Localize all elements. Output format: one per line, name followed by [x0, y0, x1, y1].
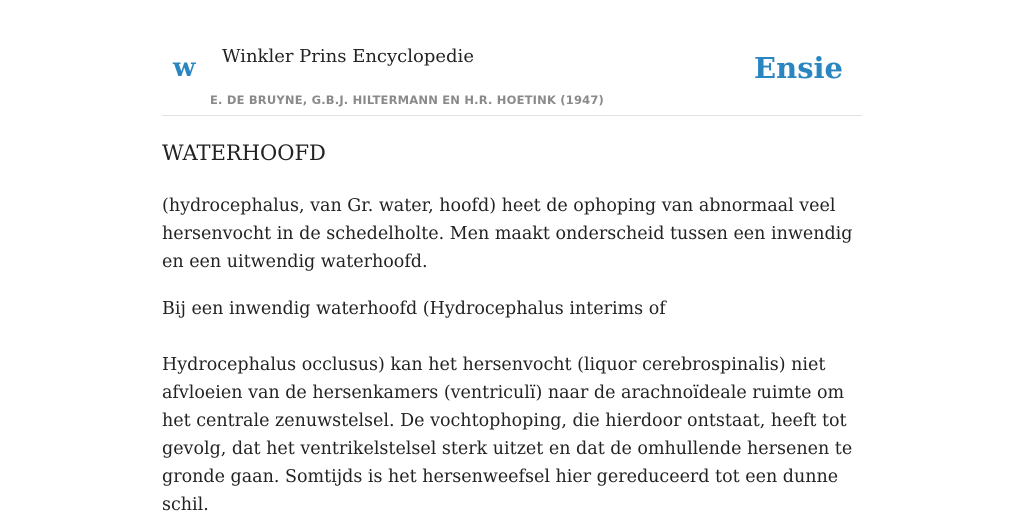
authors-line: E. DE BRUYNE, G.B.J. HILTERMANN EN H.R. HOETINK (1947) — [210, 93, 605, 107]
header-divider — [162, 115, 862, 116]
article-paragraph: Bij een inwendig waterhoofd (Hydrocephalus interims of — [162, 299, 666, 319]
ensie-logo-link[interactable]: Ensie — [754, 51, 843, 85]
article-paragraph: (hydrocephalus, van Gr. water, hoofd) heet de ophoping van abnormaal veel hersenvocht in de schedelholte. Men maakt onderscheid tussen een inwendig en een uitwendig waterhoofd. — [162, 196, 853, 272]
article-title: WATERHOOFD — [162, 141, 326, 165]
article-paragraph: Hydrocephalus occlusus) kan het hersenvocht (liquor cerebrospinalis) niet afvloeien van de hersenkamers (ventriculï) naar de arachnoïdeale ruimte om het centrale zenuwstelsel. De vochtophoping, die hierdoor ontstaat, heeft tot gevolg, dat het ventrikelstelsel sterk uitzet en dat de omhullende hersenen te gronde gaan. Somtijds is het hersenweefsel hier gereduceerd tot een dunne schil. — [162, 355, 853, 515]
winkler-prins-logo: w — [173, 53, 196, 83]
publication-title: Winkler Prins Encyclopedie — [222, 46, 474, 67]
